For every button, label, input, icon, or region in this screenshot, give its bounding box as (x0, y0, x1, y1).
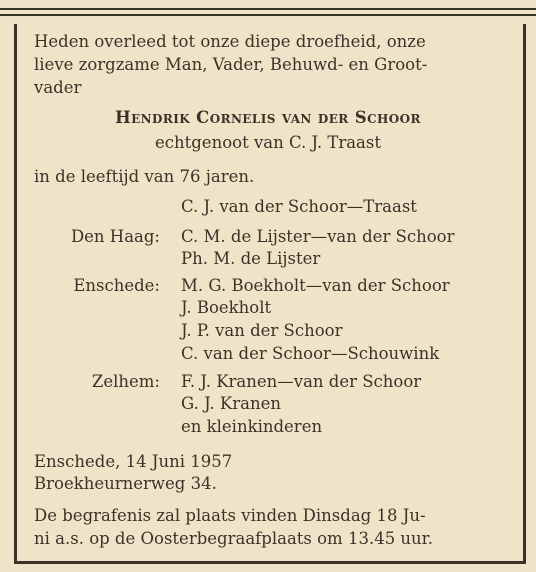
family-name: M. G. Boekholt—van der Schoor (181, 276, 450, 295)
family-place: Zelhem: (91, 372, 160, 391)
address: Broekheurnerweg 34. (34, 474, 217, 493)
top-rule-second (0, 14, 536, 16)
spouse-line: echtgenoot van C. J. Traast (154, 133, 381, 152)
age-line: in de leeftijd van 76 jaren. (34, 167, 255, 186)
family-name: Ph. M. de Lijster (181, 249, 321, 268)
funeral-line-2: ni a.s. op de Oosterbegraafplaats om 13.45 uur. (34, 529, 434, 548)
family-place: Enschede: (73, 276, 160, 295)
place-date: Enschede, 14 Juni 1957 (34, 452, 233, 471)
deceased-name: Hendrik Cornelis van der Schoor (115, 108, 421, 127)
family-place: Den Haag: (70, 227, 160, 246)
intro-line-3: vader (34, 78, 82, 97)
family-name: J. Boekholt (181, 298, 272, 317)
funeral-line-1: De begrafenis zal plaats vinden Dinsdag 18 Ju- (34, 506, 426, 525)
family-name: C. J. van der Schoor—Traast (181, 197, 417, 216)
family-name: en kleinkinderen (181, 417, 323, 436)
top-rule (0, 8, 536, 10)
family-name: G. J. Kranen (181, 394, 281, 413)
intro-line-1: Heden overleed tot onze diepe droefheid, onze (34, 32, 426, 51)
family-name: F. J. Kranen—van der Schoor (181, 372, 422, 391)
family-name: C. M. de Lijster—van der Schoor (181, 227, 455, 246)
family-name: C. van der Schoor—Schouwink (181, 344, 440, 363)
intro-line-2: lieve zorgzame Man, Vader, Behuwd- en Groot- (34, 55, 428, 74)
family-name: J. P. van der Schoor (181, 321, 343, 340)
